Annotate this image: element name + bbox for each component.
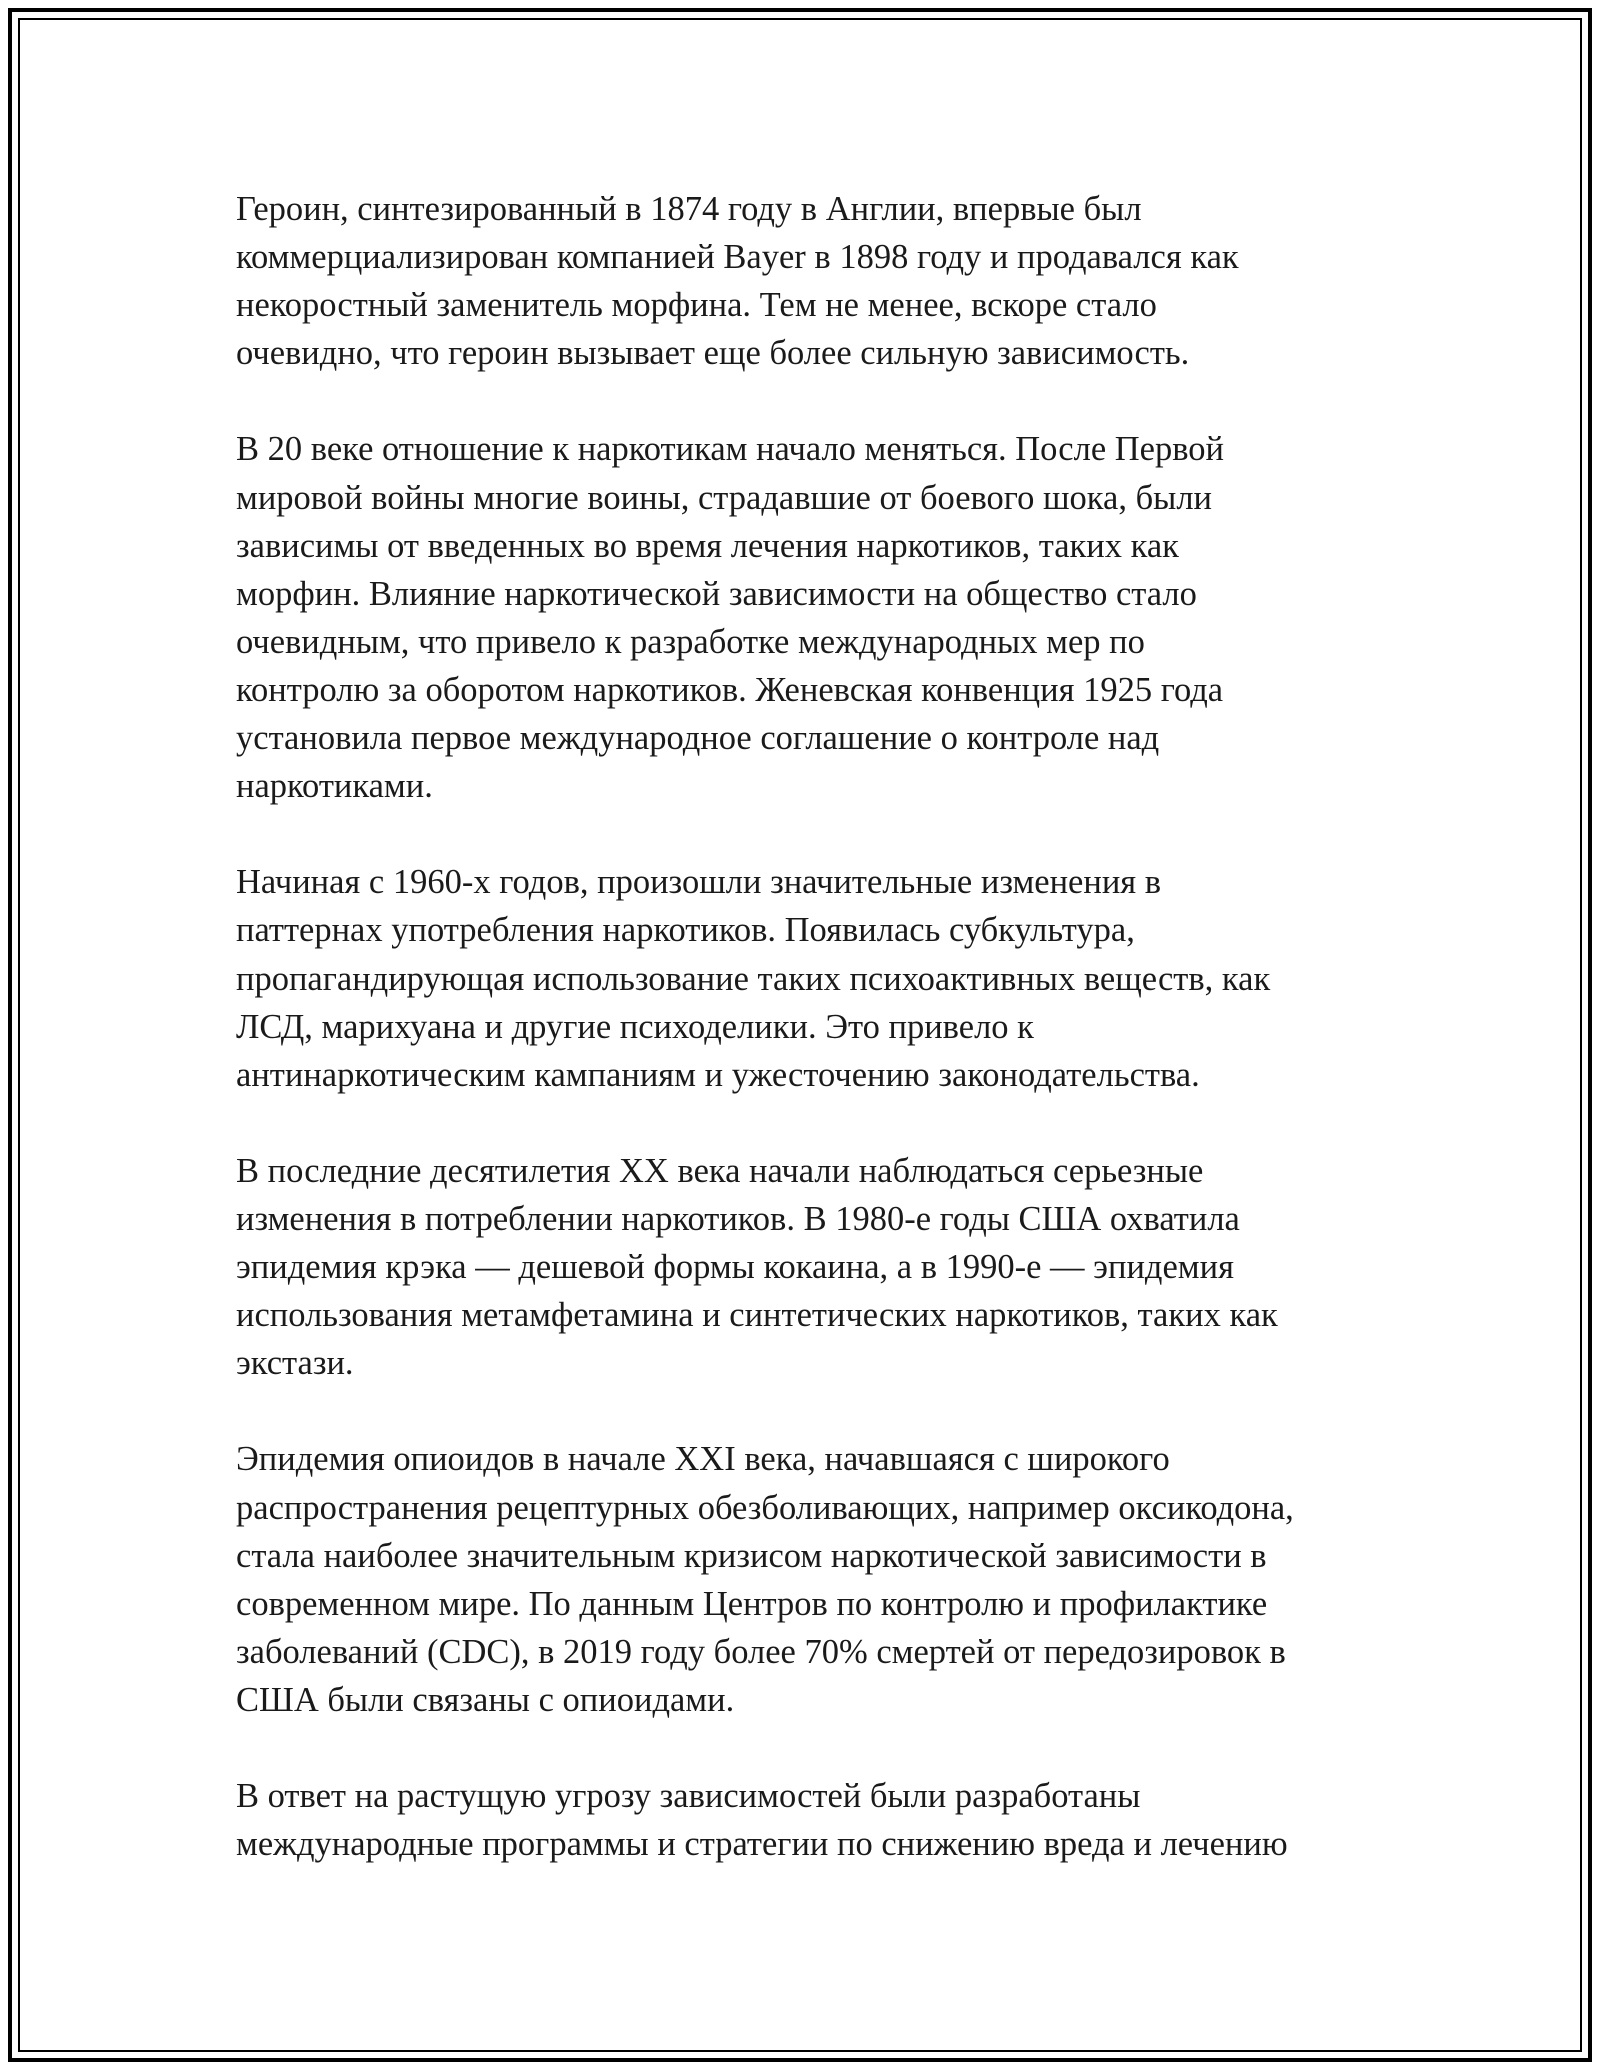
text-line: заболеваний (CDC), в 2019 году более 70% смертей от передозировок в (236, 1632, 1286, 1671)
text-line: морфин. Влияние наркотической зависимости на общество стало (236, 574, 1197, 613)
text-line: эпидемия крэка — дешевой формы кокаина, а в 1990-е — эпидемия (236, 1248, 1234, 1287)
text-line: зависимы от введенных во время лечения наркотиков, таких как (236, 526, 1179, 565)
text-line: современном мире. По данным Центров по контролю и профилактике (236, 1584, 1268, 1623)
text-line: В последние десятилетия XX века начали наблюдаться серьезные (236, 1151, 1204, 1190)
text-line: использования метамфетамина и синтетических наркотиков, таких как (236, 1296, 1278, 1335)
text-line: Героин, синтезированный в 1874 году в Англии, впервые был (236, 190, 1142, 228)
text-line: наркотиками. (236, 767, 433, 806)
text-line: Эпидемия опиоидов в начале XXI века, начавшаяся с широкого (236, 1440, 1170, 1479)
text-line: очевидно, что героин вызывает еще более сильную зависимость. (236, 334, 1190, 373)
text-line: В ответ на растущую угрозу зависимостей были разработаны (236, 1777, 1141, 1816)
text-line: стала наиболее значительным кризисом наркотической зависимости в (236, 1536, 1267, 1575)
text-line: экстази. (236, 1344, 354, 1383)
text-line: очевидным, что привело к разработке международных мер по (236, 622, 1145, 661)
text-line: ЛСД, марихуана и другие психоделики. Это привело к (236, 1007, 1034, 1046)
paragraph (236, 858, 1416, 1098)
text-line: пропагандирующая использование таких психоактивных веществ, как (236, 959, 1271, 998)
text-line: мировой войны многие воины, страдавшие от боевого шока, были (236, 478, 1213, 517)
paragraph (236, 1435, 1416, 1724)
paragraph (236, 185, 1416, 377)
text-line: распространения рецептурных обезболивающих, например оксикодона, (236, 1488, 1294, 1527)
text-line: США были связаны с опиоидами. (236, 1680, 735, 1719)
text-line: паттернах употребления наркотиков. Появилась субкультура, (236, 911, 1135, 950)
paragraph (236, 1147, 1416, 1387)
paragraph (236, 1772, 1416, 1868)
paragraph (236, 425, 1416, 810)
text-line: установила первое международное соглашение о контроле над (236, 719, 1160, 758)
text-line: изменения в потреблении наркотиков. В 1980-е годы США охватила (236, 1199, 1240, 1238)
text-line: Начиная с 1960-х годов, произошли значительные изменения в (236, 863, 1162, 902)
text-line: коммерциализирован компанией Bayer в 1898 году и продавался как (236, 238, 1239, 277)
text-line: международные программы и стратегии по снижению вреда и лечению (236, 1825, 1288, 1864)
document-body (236, 185, 1416, 1916)
text-line: В 20 веке отношение к наркотикам начало меняться. После Первой (236, 430, 1225, 469)
text-line: контролю за оборотом наркотиков. Женевская конвенция 1925 года (236, 670, 1224, 709)
text-line: антинаркотическим кампаниям и ужесточению законодательства. (236, 1055, 1200, 1094)
text-line: некоростный заменитель морфина. Тем не менее, вскоре стало (236, 286, 1157, 325)
